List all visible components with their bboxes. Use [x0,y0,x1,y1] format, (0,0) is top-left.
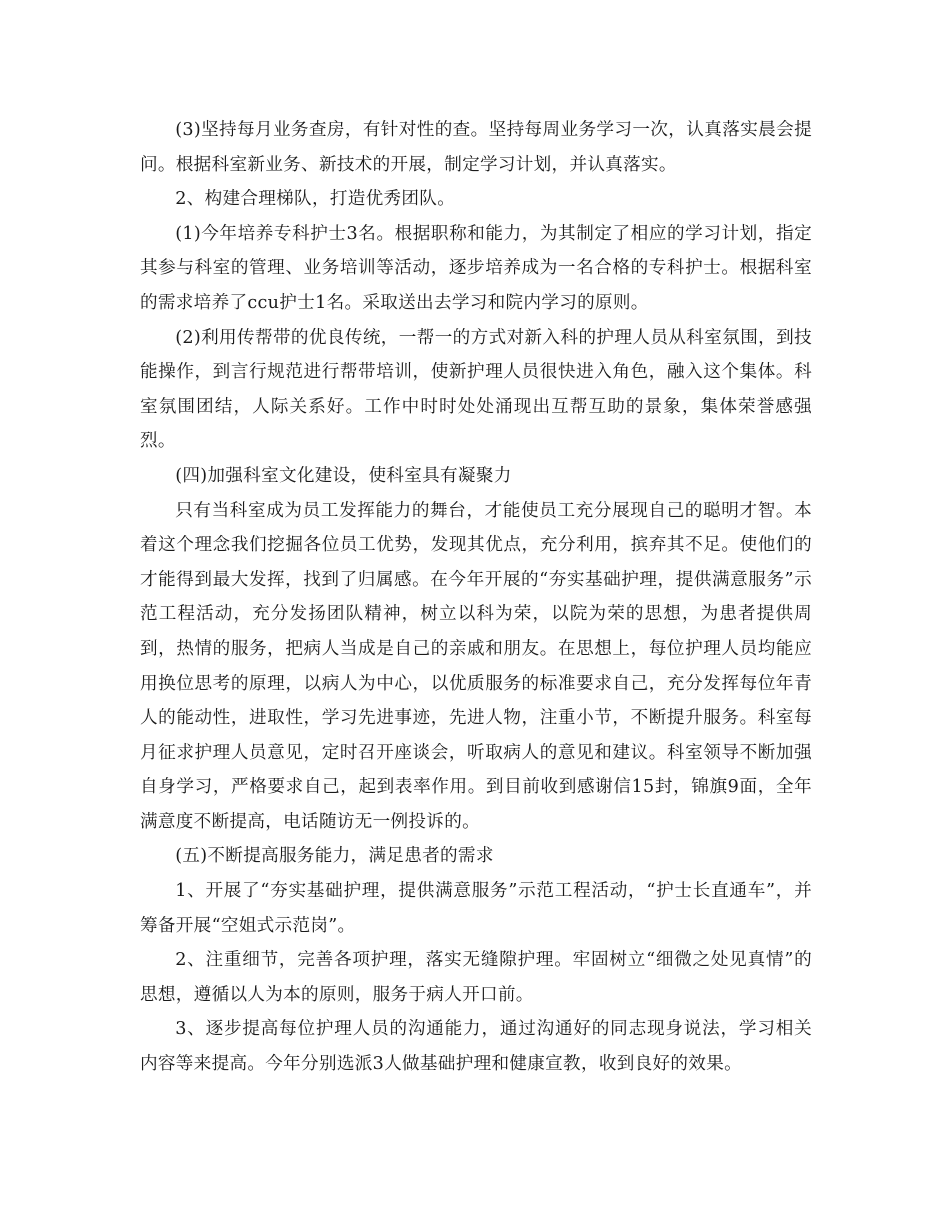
paragraph-mentoring: (2)利用传帮带的优良传统，一帮一的方式对新入科的护理人员从科室氛围，到技能操作，到言行规范进行帮带培训，使新护理人员很快进入角色，融入这个集体。科室氛围团结，人际关系好。工作中时时处处涌现出互帮互助的景象，集体荣誉感强烈。 [140,327,812,452]
paragraph-service-item-2: 2、注重细节，完善各项护理，落实无缝隙护理。牢固树立“细微之处见真情”的思想，遵循以人为本的原则，服务于病人开口前。 [140,950,812,1005]
paragraph-culture-building: 只有当科室成为员工发挥能力的舞台，才能使员工充分展现自己的聪明才智。本着这个理念我们挖掘各位员工优势，发现其优点，充分利用，摈弃其不足。使他们的才能得到最大发挥，找到了归属感。在今年开展的“夯实基础护理，提供满意服务”示范工程活动，充分发扬团队精神，树立以科为荣，以院为荣的思想，为患者提供周到，热情的服务，把病人当成是自己的亲戚和朋友。在思想上，每位护理人员均能应用换位思考的原理，以病人为中心，以优质服务的标准要求自己，充分发挥每位年青人的能动性，进取性，学习先进事迹，先进人物，注重小节，不断提升服务。科室每月征求护理人员意见，定时召开座谈会，听取病人的意见和建议。科室领导不断加强自身学习，严格要求自己，起到表率作用。到目前收到感谢信15封，锦旗9面，全年满意度不断提高，电话随访无一例投诉的。 [140,500,812,832]
paragraph-service-item-1: 1、开展了“夯实基础护理，提供满意服务”示范工程活动，“护士长直通车”，并筹备开展“空姐式示范岗”。 [140,881,812,936]
section-heading-culture: (四)加强科室文化建设，使科室具有凝聚力 [175,465,512,486]
paragraph-weekly-study: (3)坚持每月业务查房，有针对性的查。坚持每周业务学习一次，认真落实晨会提问。根据科室新业务、新技术的开展，制定学习计划，并认真落实。 [140,120,812,175]
section-heading-service: (五)不断提高服务能力，满足患者的需求 [175,846,494,867]
paragraph-team-building-heading: 2、构建合理梯队，打造优秀团队。 [175,189,456,210]
paragraph-service-item-3: 3、逐步提高每位护理人员的沟通能力，通过沟通好的同志现身说法，学习相关内容等来提高。今年分别选派3人做基础护理和健康宣教，收到良好的效果。 [140,1019,812,1075]
paragraph-specialist-nurses: (1)今年培养专科护士3名。根据职称和能力，为其制定了相应的学习计划，指定其参与科室的管理、业务培训等活动，逐步培养成为一名合格的专科护士。根据科室的需求培养了ccu护士1名。采取送出去学习和院内学习的原则。 [140,223,812,313]
document-page [140,113,812,1082]
